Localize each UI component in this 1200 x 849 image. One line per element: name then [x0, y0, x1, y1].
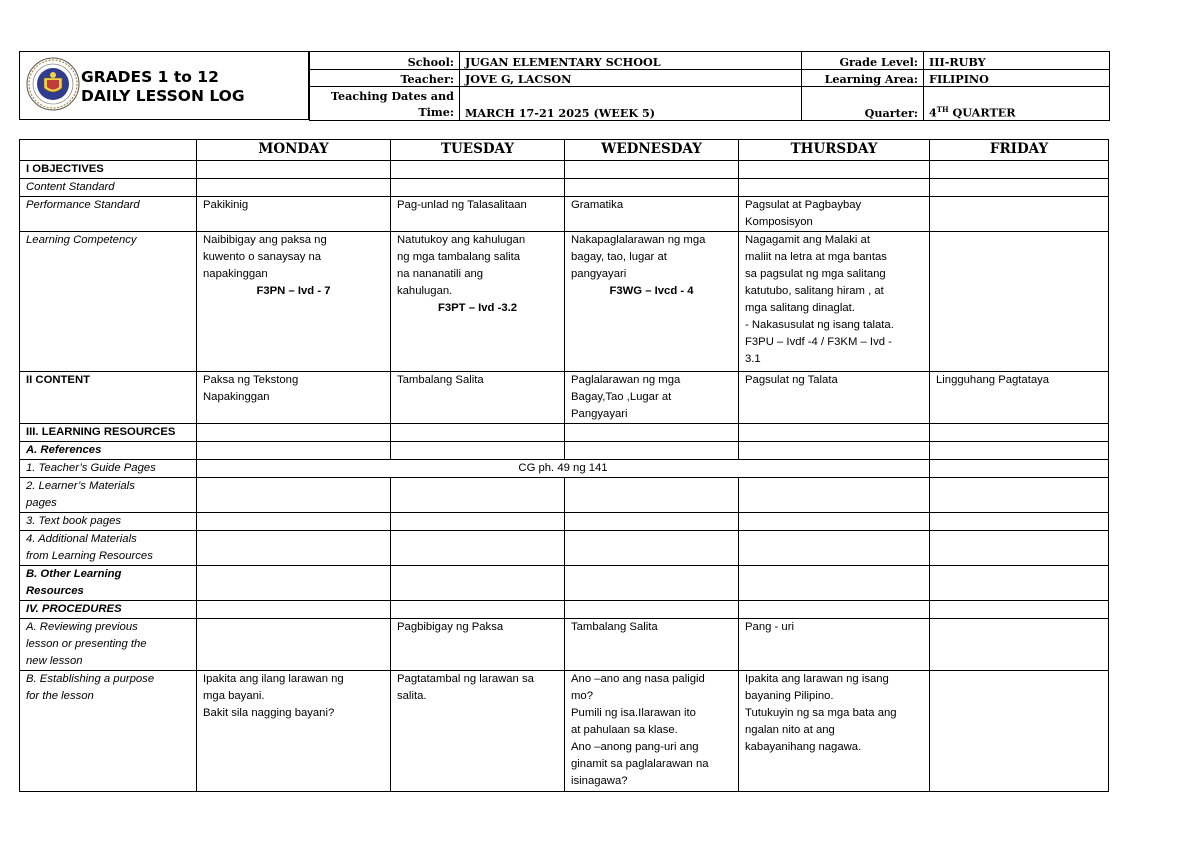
- day-thursday: THURSDAY: [739, 140, 930, 161]
- content-wednesday: Paglalarawan ng mga Bagay,Tao ,Lugar at Pangyayari: [565, 372, 739, 424]
- textbook-pages-label: 3. Text book pages: [20, 513, 197, 531]
- school-value: JUGAN ELEMENTARY SCHOOL: [460, 52, 802, 70]
- perf-friday: [930, 197, 1109, 232]
- table-row: [20, 531, 1109, 566]
- table-row: [20, 513, 1109, 531]
- review-thursday: Pang - uri: [739, 619, 930, 671]
- table-row: [20, 372, 1109, 424]
- reviewing-label: A. Reviewing previous lesson or presenting the new lesson: [20, 619, 197, 671]
- quarter-number: 4: [929, 106, 937, 120]
- content-monday: Paksa ng Tekstong Napakinggan: [197, 372, 391, 424]
- table-row: [20, 478, 1109, 513]
- deped-seal-icon: [25, 56, 81, 112]
- purpose-friday: [930, 671, 1109, 792]
- teacher-label: Teacher:: [310, 70, 460, 87]
- review-friday: [930, 619, 1109, 671]
- page-title: GRADES 1 to 12 DAILY LESSON LOG: [81, 68, 245, 105]
- perf-thursday: Pagsulat at Pagbaybay Komposisyon: [739, 197, 930, 232]
- teaching-dates-value: MARCH 17-21 2025 (WEEK 5): [460, 87, 802, 121]
- lc-thursday: Nagagamit ang Malaki at maliit na letra at mga bantas sa pagsulat ng mga salitang katutubo, salitang hiram , at mga salitang dinaglat. - Nakasusulat ng isang talata. F3PU – Ivdf -4 / F3KM – Ivd - 3.1: [739, 232, 930, 372]
- day-monday: MONDAY: [197, 140, 391, 161]
- day-wednesday: WEDNESDAY: [565, 140, 739, 161]
- purpose-tuesday: Pagtatambal ng larawan sa salita.: [391, 671, 565, 792]
- learners-materials-label: 2. Learner’s Materials pages: [20, 478, 197, 513]
- table-row: [20, 619, 1109, 671]
- lc-wednesday: [565, 232, 739, 372]
- blank-header-cell: [20, 140, 197, 161]
- lc-tuesday: [391, 232, 565, 372]
- references-label: A. References: [20, 442, 197, 460]
- school-label: School:: [310, 52, 460, 70]
- table-row: [20, 179, 1109, 197]
- lc-wednesday-text: Nakapaglalarawan ng mga bagay, tao, lugar at pangyayari: [571, 234, 706, 280]
- header-info-table: [309, 51, 1110, 121]
- lc-monday-text: Naibibigay ang paksa ng kuwento o sanaysay na napakinggan: [203, 234, 327, 280]
- content-standard-label: Content Standard: [20, 179, 197, 197]
- objectives-label: I OBJECTIVES: [20, 161, 197, 179]
- learning-area-label: Learning Area:: [802, 70, 924, 87]
- table-row: [20, 161, 1109, 179]
- perf-monday: Pakikinig: [197, 197, 391, 232]
- perf-tuesday: Pag-unlad ng Talasalitaan: [391, 197, 565, 232]
- perf-wednesday: Gramatika: [565, 197, 739, 232]
- purpose-thursday: Ipakita ang larawan ng isang bayaning Pilipino. Tutukuyin ng sa mga bata ang ngalan nito at ang kabayanihang nagawa.: [739, 671, 930, 792]
- teaching-dates-label: Teaching Dates and Time:: [310, 87, 460, 121]
- lc-wednesday-code: F3WG – Ivcd - 4: [609, 285, 694, 297]
- quarter-value: [924, 87, 1110, 121]
- days-header-row: [20, 140, 1109, 161]
- learning-area-value: FILIPINO: [924, 70, 1110, 87]
- lc-monday: [197, 232, 391, 372]
- table-row: [20, 601, 1109, 619]
- learning-resources-label: III. LEARNING RESOURCES: [20, 424, 197, 442]
- teachers-guide-label: 1. Teacher’s Guide Pages: [20, 460, 197, 478]
- teachers-guide-value: CG ph. 49 ng 141: [197, 460, 930, 478]
- table-row: [20, 424, 1109, 442]
- lc-tuesday-text: Natutukoy ang kahulugan ng mga tambalang salita na nananatili ang kahulugan.: [397, 234, 526, 297]
- additional-materials-label: 4. Additional Materials from Learning Resources: [20, 531, 197, 566]
- lc-monday-code: F3PN – Ivd - 7: [256, 285, 331, 297]
- purpose-monday: Ipakita ang ilang larawan ng mga bayani. Bakit sila nagging bayani?: [197, 671, 391, 792]
- grade-level-label: Grade Level:: [802, 52, 924, 70]
- other-resources-label: B. Other Learning Resources: [20, 566, 197, 601]
- content-tuesday: Tambalang Salita: [391, 372, 565, 424]
- day-friday: FRIDAY: [930, 140, 1109, 161]
- review-monday: [197, 619, 391, 671]
- quarter-suffix: TH: [936, 105, 949, 115]
- day-tuesday: TUESDAY: [391, 140, 565, 161]
- review-wednesday: Tambalang Salita: [565, 619, 739, 671]
- procedures-label: IV. PROCEDURES: [20, 601, 197, 619]
- table-row: [20, 442, 1109, 460]
- quarter-label: Quarter:: [802, 87, 924, 121]
- review-tuesday: Pagbibigay ng Paksa: [391, 619, 565, 671]
- learning-competency-label: Learning Competency: [20, 232, 197, 372]
- lesson-log-table: [19, 139, 1109, 792]
- establishing-purpose-label: B. Establishing a purpose for the lesson: [20, 671, 197, 792]
- table-row: [20, 671, 1109, 792]
- table-row: [20, 232, 1109, 372]
- table-row: [20, 566, 1109, 601]
- content-friday: Lingguhang Pagtataya: [930, 372, 1109, 424]
- lc-friday: [930, 232, 1109, 372]
- table-row: [20, 460, 1109, 478]
- performance-standard-label: Performance Standard: [20, 197, 197, 232]
- teacher-value: JOVE G, LACSON: [460, 70, 802, 87]
- grade-level-value: III-RUBY: [924, 52, 1110, 70]
- quarter-word: QUARTER: [948, 106, 1016, 120]
- table-row: [20, 197, 1109, 232]
- header-title-box: [19, 51, 309, 120]
- content-thursday: Pagsulat ng Talata: [739, 372, 930, 424]
- lc-tuesday-code: F3PT – Ivd -3.2: [437, 302, 518, 314]
- content-label: II CONTENT: [20, 372, 197, 424]
- purpose-wednesday: Ano –ano ang nasa paligid mo? Pumili ng isa.Ilarawan ito at pahulaan sa klase. Ano –anong pang-uri ang ginamit sa paglalarawan na isinagawa?: [565, 671, 739, 792]
